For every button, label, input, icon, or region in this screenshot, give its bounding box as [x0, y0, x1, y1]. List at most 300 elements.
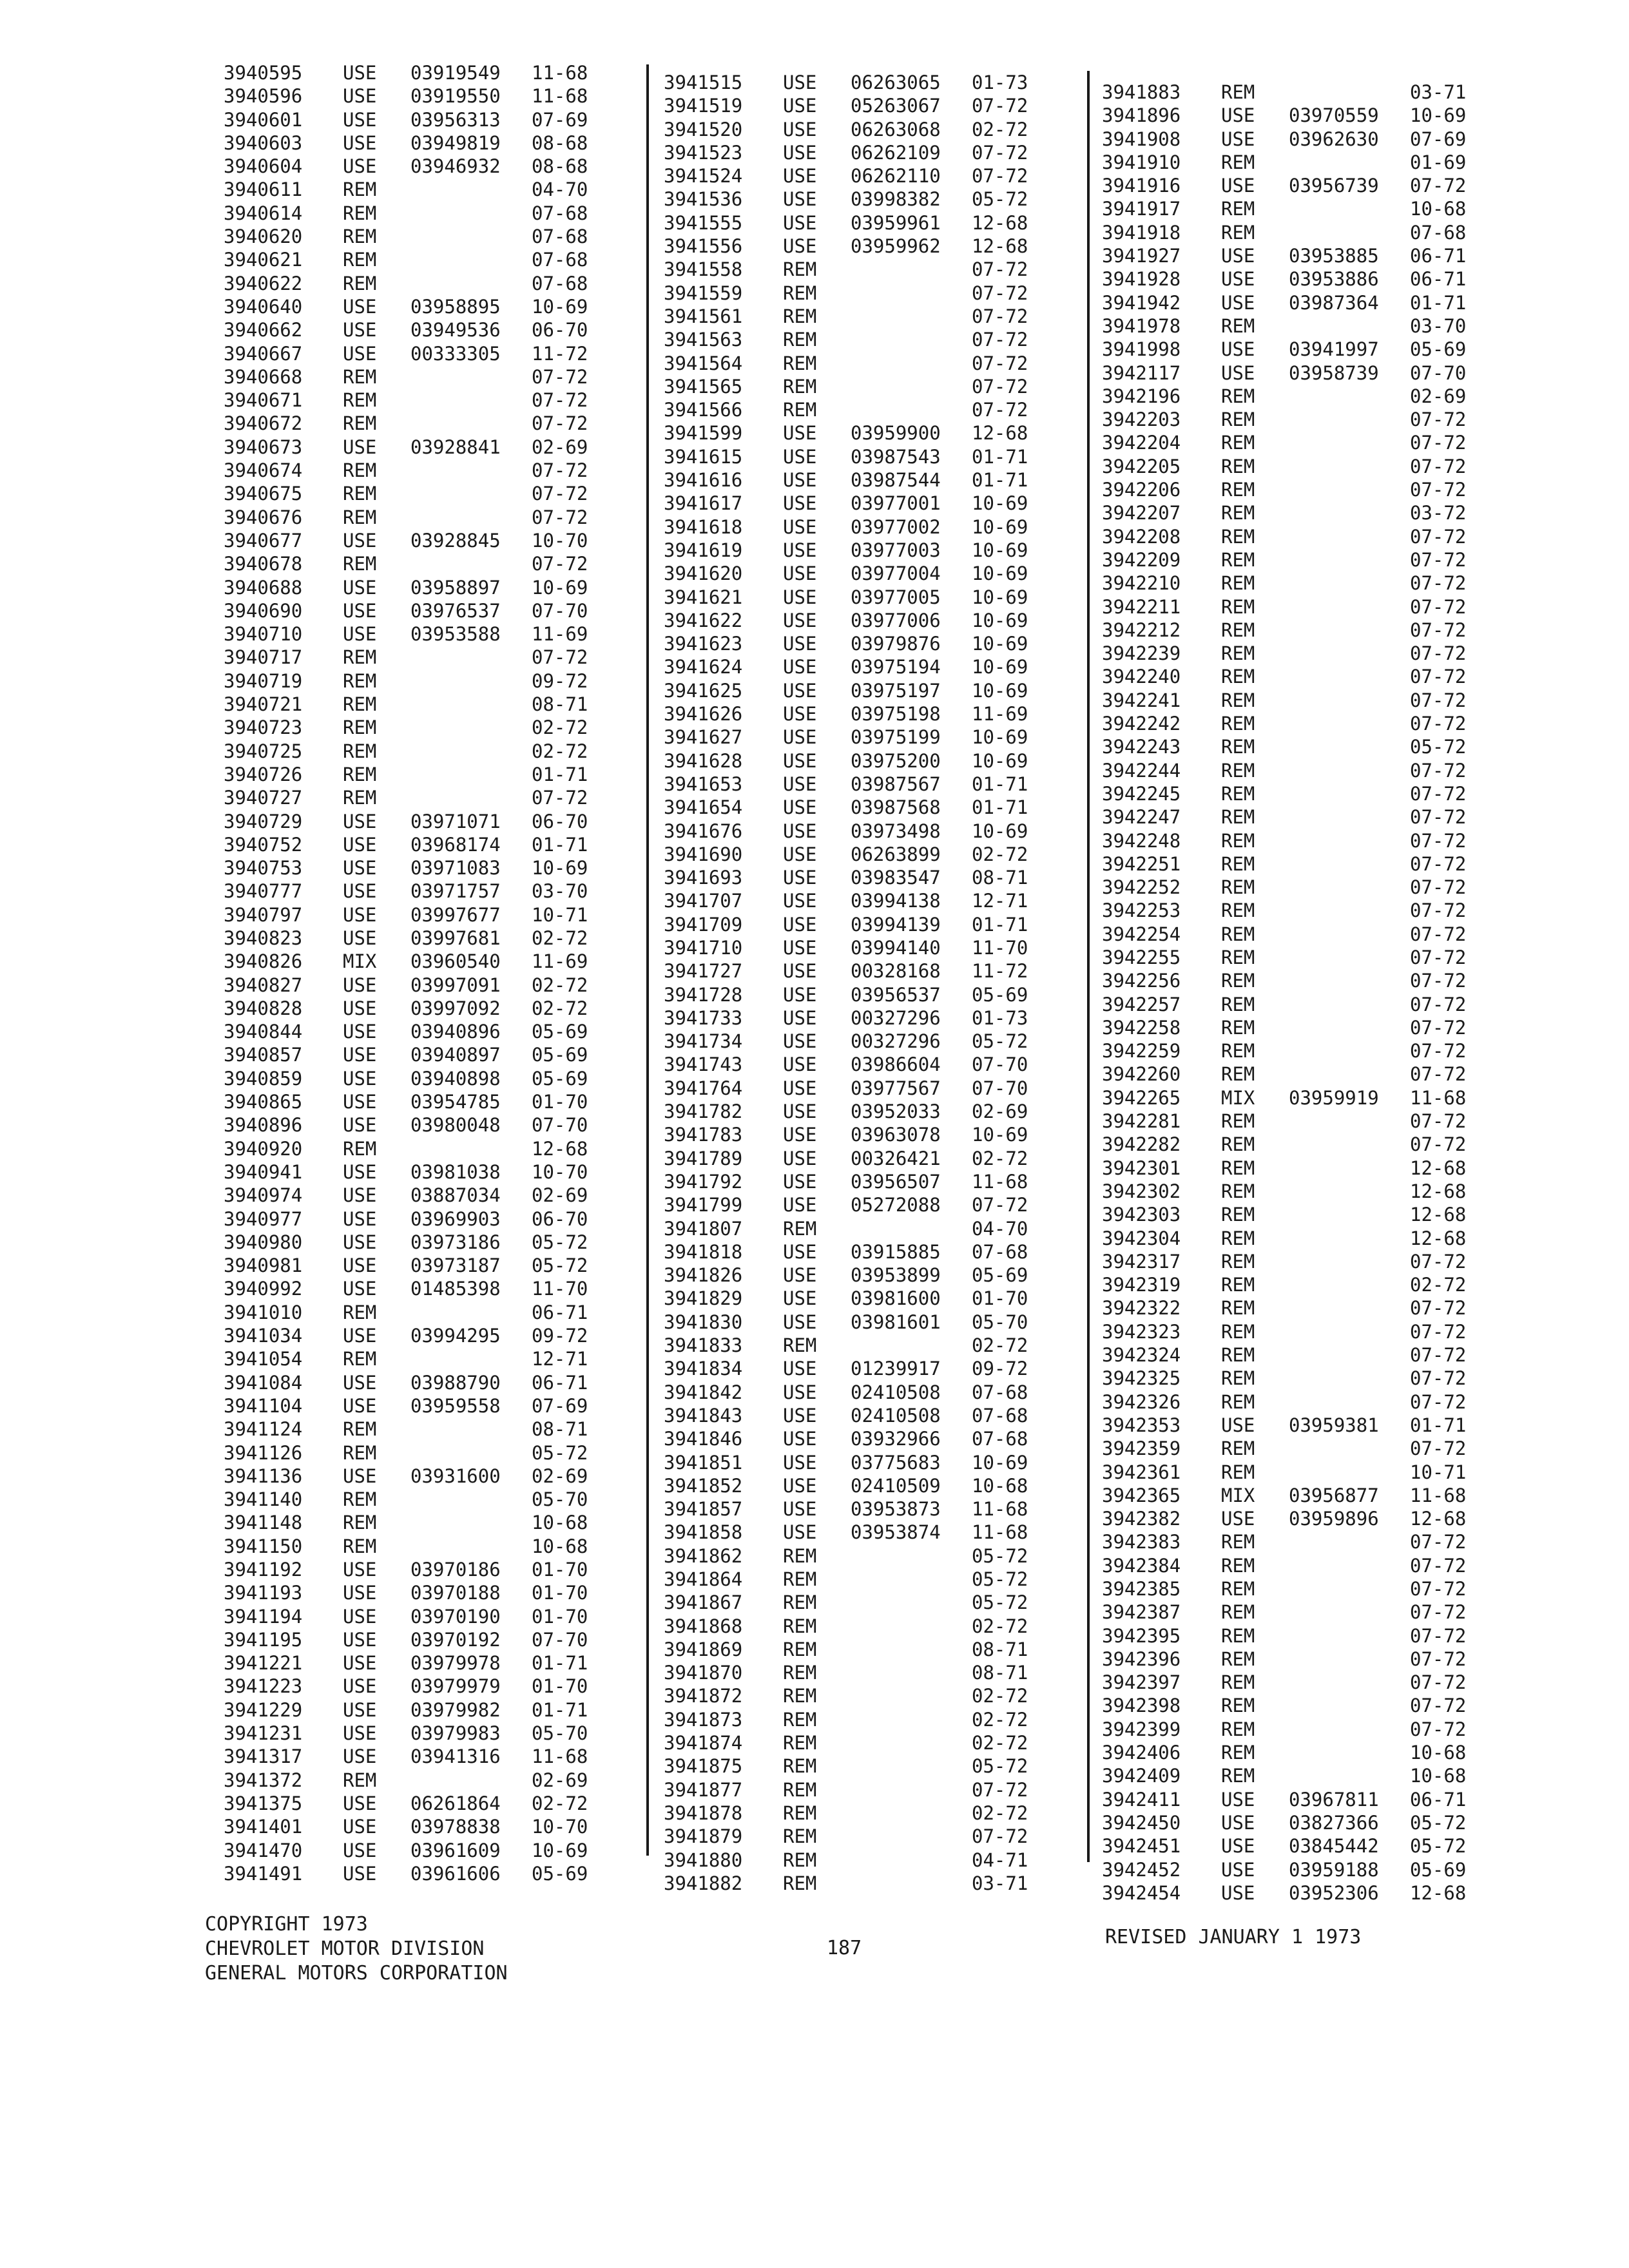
part-number: 3941654	[664, 796, 743, 819]
table-row	[664, 1872, 1076, 1895]
table-row	[1102, 1039, 1514, 1062]
replacement-part: 03975199	[851, 726, 941, 749]
part-number: 3942256	[1102, 970, 1181, 992]
part-number: 3942282	[1102, 1133, 1181, 1156]
revision-date: 05-72	[532, 1231, 588, 1253]
replacement-part: 03970186	[410, 1559, 501, 1581]
table-row	[224, 529, 636, 552]
action-code: REM	[1221, 1367, 1255, 1390]
revision-date: 11-69	[532, 623, 588, 646]
action-code: REM	[343, 1137, 377, 1160]
table-row	[664, 1451, 1076, 1474]
table-row	[224, 1628, 636, 1651]
revision-date: 02-72	[972, 1802, 1028, 1824]
action-code: USE	[1221, 361, 1255, 384]
table-row	[664, 866, 1076, 889]
part-number: 3941707	[664, 890, 743, 912]
replacement-part: 03959919	[1289, 1086, 1379, 1109]
action-code: USE	[783, 445, 817, 468]
revision-date: 06-70	[532, 319, 588, 341]
table-row	[224, 248, 636, 271]
part-number: 3940621	[224, 249, 303, 271]
revision-date: 02-69	[532, 1184, 588, 1207]
table-row	[664, 1731, 1076, 1754]
revision-date: 08-71	[972, 1662, 1028, 1684]
table-row	[664, 1193, 1076, 1216]
revision-date: 03-72	[1410, 502, 1467, 524]
table-row	[1102, 478, 1514, 501]
revision-date: 05-70	[972, 1311, 1028, 1333]
division-line: CHEVROLET MOTOR DIVISION	[205, 1937, 485, 1960]
part-number: 3941623	[664, 633, 743, 655]
replacement-part: 03987544	[851, 469, 941, 492]
part-number: 3942240	[1102, 666, 1181, 688]
part-number: 3941709	[664, 913, 743, 936]
action-code: REM	[343, 669, 377, 692]
revision-date: 11-68	[972, 1170, 1028, 1193]
table-row	[1102, 1203, 1514, 1226]
action-code: USE	[343, 319, 377, 341]
part-number: 3941136	[224, 1465, 303, 1487]
revision-date: 07-72	[1410, 408, 1467, 431]
action-code: REM	[1221, 1601, 1255, 1624]
corporation-line: GENERAL MOTORS CORPORATION	[205, 1962, 508, 1984]
table-row	[1102, 1062, 1514, 1086]
action-code: REM	[1221, 829, 1255, 852]
replacement-part: 03953886	[1289, 268, 1379, 291]
table-row	[224, 1792, 636, 1815]
action-code: REM	[783, 1778, 817, 1801]
revision-date: 10-69	[1410, 104, 1467, 127]
action-code: REM	[783, 1615, 817, 1637]
part-number: 3941619	[664, 539, 743, 561]
part-number: 3941520	[664, 118, 743, 140]
action-code: REM	[343, 483, 377, 505]
part-number: 3942365	[1102, 1484, 1181, 1506]
revision-date: 02-69	[532, 1769, 588, 1791]
table-row	[1102, 899, 1514, 922]
table-row	[224, 646, 636, 669]
table-row	[664, 539, 1076, 562]
action-code: REM	[783, 1662, 817, 1684]
revision-date: 01-73	[972, 72, 1028, 93]
revision-date: 07-72	[1410, 852, 1467, 875]
action-code: USE	[783, 773, 817, 795]
replacement-part: 03928845	[410, 529, 501, 552]
revision-date: 10-68	[532, 1512, 588, 1534]
revision-date: 07-72	[532, 365, 588, 388]
action-code: USE	[343, 1160, 377, 1183]
table-row	[664, 1006, 1076, 1030]
replacement-part: 03915885	[851, 1240, 941, 1263]
table-row	[224, 1862, 636, 1885]
replacement-part: 03973498	[851, 820, 941, 842]
action-code: REM	[1221, 81, 1255, 103]
action-code: USE	[343, 1254, 377, 1277]
table-row	[664, 468, 1076, 492]
part-number: 3941870	[664, 1662, 743, 1684]
revision-date: 05-72	[532, 1254, 588, 1277]
table-row	[224, 1137, 636, 1160]
revision-date: 12-68	[972, 422, 1028, 445]
revision-date: 07-72	[1410, 175, 1467, 197]
revision-date: 07-72	[972, 95, 1028, 117]
action-code: USE	[1221, 1881, 1255, 1904]
table-row	[224, 552, 636, 575]
part-number: 3942281	[1102, 1110, 1181, 1133]
replacement-part: 03845442	[1289, 1835, 1379, 1858]
revision-date: 01-71	[532, 1652, 588, 1675]
part-number: 3942239	[1102, 642, 1181, 665]
revision-date: 12-68	[1410, 1227, 1467, 1249]
revision-date: 11-68	[972, 1521, 1028, 1544]
revision-date: 02-72	[972, 118, 1028, 140]
part-number: 3941599	[664, 422, 743, 445]
replacement-part: 03987568	[851, 796, 941, 819]
revision-date: 07-68	[1410, 221, 1467, 244]
table-row	[224, 1301, 636, 1324]
revision-date: 05-72	[972, 1544, 1028, 1567]
revision-date: 10-71	[1410, 1461, 1467, 1483]
action-code: USE	[343, 1394, 377, 1417]
replacement-part: 03998382	[851, 188, 941, 211]
part-number: 3941010	[224, 1301, 303, 1323]
revision-date: 05-72	[972, 188, 1028, 211]
part-number: 3941872	[664, 1685, 743, 1707]
part-number: 3942387	[1102, 1601, 1181, 1624]
action-code: REM	[343, 1769, 377, 1791]
revision-date: 12-71	[532, 1348, 588, 1370]
table-row	[664, 118, 1076, 141]
table-row	[224, 1605, 636, 1628]
part-number: 3941864	[664, 1568, 743, 1590]
table-row	[224, 1113, 636, 1137]
action-code: REM	[343, 202, 377, 224]
revision-date: 07-72	[1410, 1344, 1467, 1367]
revision-date: 07-72	[1410, 713, 1467, 735]
table-row	[224, 576, 636, 599]
revision-date: 08-71	[532, 1418, 588, 1441]
action-code: USE	[783, 1474, 817, 1497]
part-number: 3940865	[224, 1091, 303, 1113]
table-row	[664, 352, 1076, 375]
revision-date: 07-72	[532, 412, 588, 435]
replacement-part: 06261864	[410, 1792, 501, 1814]
replacement-part: 03979978	[410, 1652, 501, 1675]
table-row	[664, 889, 1076, 912]
action-code: REM	[783, 1732, 817, 1754]
part-number: 3941523	[664, 141, 743, 164]
part-number: 3942303	[1102, 1204, 1181, 1226]
action-code: REM	[783, 1755, 817, 1778]
revision-date: 07-68	[972, 1428, 1028, 1450]
table-row	[224, 950, 636, 973]
revision-date: 10-68	[532, 1535, 588, 1557]
replacement-part: 03970559	[1289, 104, 1379, 127]
action-code: REM	[1221, 1578, 1255, 1600]
part-number: 3942304	[1102, 1227, 1181, 1249]
revision-date: 12-68	[1410, 1204, 1467, 1226]
revision-date: 05-69	[532, 1021, 588, 1043]
part-number: 3941625	[664, 679, 743, 702]
action-code: USE	[1221, 268, 1255, 291]
action-code: USE	[343, 1278, 377, 1300]
revision-date: 07-72	[1410, 993, 1467, 1015]
replacement-part: 03970188	[410, 1582, 501, 1604]
action-code: USE	[783, 1006, 817, 1029]
part-number: 3942212	[1102, 619, 1181, 641]
part-number: 3942384	[1102, 1554, 1181, 1577]
part-number: 3941616	[664, 469, 743, 492]
action-code: USE	[783, 492, 817, 515]
part-number: 3941851	[664, 1451, 743, 1474]
part-number: 3941830	[664, 1311, 743, 1333]
part-number: 3942245	[1102, 782, 1181, 805]
table-row	[1102, 174, 1514, 197]
table-row	[224, 1651, 636, 1675]
replacement-part: 06263899	[851, 843, 941, 865]
revision-date: 01-69	[1410, 151, 1467, 173]
table-row	[664, 1825, 1076, 1848]
revision-date: 07-72	[1410, 455, 1467, 477]
replacement-part: 02410508	[851, 1404, 941, 1427]
action-code: USE	[343, 974, 377, 996]
replacement-part: 00328168	[851, 960, 941, 983]
table-row	[224, 61, 636, 84]
table-row	[1102, 525, 1514, 548]
table-row	[1102, 548, 1514, 572]
revision-date: 07-70	[1410, 361, 1467, 384]
part-number: 3941401	[224, 1816, 303, 1838]
replacement-part: 03953874	[851, 1521, 941, 1544]
table-row	[1102, 689, 1514, 712]
revision-date: 07-72	[1410, 1063, 1467, 1086]
action-code: REM	[1221, 1133, 1255, 1156]
table-row	[1102, 1648, 1514, 1671]
revision-date: 10-69	[972, 586, 1028, 608]
part-number: 3941916	[1102, 175, 1181, 197]
action-code: USE	[783, 188, 817, 211]
part-number: 3942383	[1102, 1531, 1181, 1553]
replacement-part: 03949536	[410, 319, 501, 341]
table-row	[1102, 431, 1514, 454]
replacement-part: 03971071	[410, 810, 501, 832]
action-code: USE	[783, 1264, 817, 1287]
revision-date: 07-72	[1410, 1671, 1467, 1694]
part-number: 3941927	[1102, 245, 1181, 267]
part-number: 3940690	[224, 599, 303, 622]
revision-date: 02-72	[532, 1792, 588, 1814]
part-number: 3942253	[1102, 899, 1181, 922]
table-row	[664, 1147, 1076, 1170]
part-number: 3941317	[224, 1745, 303, 1768]
action-code: REM	[1221, 479, 1255, 501]
part-number: 3941883	[1102, 81, 1181, 103]
part-number: 3941882	[664, 1872, 743, 1894]
table-row	[1102, 104, 1514, 127]
revision-date: 02-69	[972, 1100, 1028, 1123]
revision-date: 10-69	[972, 539, 1028, 561]
part-number: 3942395	[1102, 1624, 1181, 1647]
copyright-block	[205, 1912, 508, 1986]
action-code: REM	[1221, 946, 1255, 968]
action-code: REM	[1221, 1063, 1255, 1086]
table-row	[664, 1170, 1076, 1193]
revision-date: 07-72	[1410, 1367, 1467, 1390]
table-row	[1102, 1157, 1514, 1180]
revision-date: 07-72	[1410, 1624, 1467, 1647]
action-code: REM	[1221, 689, 1255, 711]
action-code: USE	[783, 867, 817, 889]
action-code: USE	[343, 997, 377, 1019]
revision-date: 07-72	[1410, 759, 1467, 782]
part-number: 3942205	[1102, 455, 1181, 477]
table-row	[1102, 1133, 1514, 1156]
action-code: USE	[783, 1100, 817, 1123]
action-code: USE	[783, 539, 817, 561]
replacement-part: 03932966	[851, 1428, 941, 1450]
replacement-part: 03994140	[851, 936, 941, 959]
revision-date: 01-71	[1410, 291, 1467, 314]
table-row	[664, 258, 1076, 281]
revision-date: 11-68	[532, 1745, 588, 1768]
table-row	[664, 211, 1076, 235]
part-number: 3942204	[1102, 432, 1181, 454]
part-number: 3940981	[224, 1254, 303, 1277]
revision-date: 02-72	[972, 1708, 1028, 1731]
part-number: 3942196	[1102, 385, 1181, 407]
replacement-part: 03973186	[410, 1231, 501, 1253]
table-row	[664, 1778, 1076, 1802]
part-number: 3940941	[224, 1160, 303, 1183]
table-row	[1102, 1530, 1514, 1553]
revision-date: 12-68	[1410, 1881, 1467, 1904]
revision-date: 12-68	[972, 211, 1028, 234]
table-row	[224, 342, 636, 365]
revision-date: 02-72	[532, 927, 588, 949]
replacement-part: 03928841	[410, 436, 501, 458]
part-number: 3941846	[664, 1428, 743, 1450]
revision-date: 12-68	[1410, 1157, 1467, 1179]
part-number: 3941792	[664, 1170, 743, 1193]
part-number: 3941470	[224, 1839, 303, 1861]
part-number: 3941565	[664, 375, 743, 398]
revision-date: 07-72	[972, 1778, 1028, 1801]
action-code: USE	[343, 1839, 377, 1861]
action-code: USE	[343, 1745, 377, 1768]
action-code: USE	[783, 679, 817, 702]
revision-date: 12-68	[1410, 1508, 1467, 1530]
part-number: 3940857	[224, 1044, 303, 1066]
action-code: USE	[343, 1582, 377, 1604]
action-code: REM	[783, 258, 817, 281]
table-row	[224, 178, 636, 201]
revision-date: 07-72	[1410, 689, 1467, 711]
replacement-part: 03971083	[410, 857, 501, 879]
table-row	[664, 913, 1076, 936]
revision-date: 03-70	[532, 880, 588, 903]
revision-date: 07-72	[1410, 970, 1467, 992]
part-number: 3941626	[664, 703, 743, 726]
action-code: USE	[343, 85, 377, 108]
revision-date: 05-69	[532, 1862, 588, 1885]
part-number: 3942252	[1102, 876, 1181, 899]
table-row	[1102, 1390, 1514, 1414]
table-row	[224, 108, 636, 131]
action-code: REM	[1221, 970, 1255, 992]
replacement-part: 03997677	[410, 903, 501, 926]
revision-date: 11-68	[1410, 1086, 1467, 1109]
part-number: 3941942	[1102, 291, 1181, 314]
revision-date: 01-71	[972, 796, 1028, 819]
revision-date: 05-69	[1410, 1858, 1467, 1881]
part-number: 3940726	[224, 763, 303, 785]
replacement-part: 02410509	[851, 1474, 941, 1497]
part-number: 3941693	[664, 867, 743, 889]
part-number: 3942326	[1102, 1390, 1181, 1413]
action-code: USE	[783, 1358, 817, 1380]
table-row	[664, 375, 1076, 398]
table-row	[1102, 1788, 1514, 1811]
revision-date: 07-72	[1410, 1040, 1467, 1062]
replacement-part: 03949819	[410, 131, 501, 154]
action-code: USE	[343, 833, 377, 856]
table-row	[1102, 1694, 1514, 1717]
part-number: 3940727	[224, 787, 303, 809]
revision-date: 05-69	[972, 1264, 1028, 1287]
table-row	[224, 997, 636, 1020]
action-code: USE	[1221, 1835, 1255, 1858]
revision-date: 02-72	[972, 1334, 1028, 1357]
table-row	[224, 1020, 636, 1043]
revision-date: 07-72	[1410, 1554, 1467, 1577]
action-code: USE	[783, 820, 817, 842]
action-code: USE	[783, 703, 817, 726]
table-row	[664, 1591, 1076, 1614]
replacement-part: 03941997	[1289, 338, 1379, 361]
action-code: REM	[1221, 1157, 1255, 1179]
revision-date: 02-72	[972, 1147, 1028, 1169]
revision-date: 07-72	[1410, 806, 1467, 829]
action-code: REM	[1221, 1390, 1255, 1413]
revision-date: 07-72	[1410, 829, 1467, 852]
revision-date: 01-71	[532, 763, 588, 785]
revision-date: 07-72	[1410, 923, 1467, 945]
replacement-part: 03973187	[410, 1254, 501, 1277]
action-code: REM	[343, 178, 377, 201]
table-row	[224, 763, 636, 786]
action-code: USE	[783, 586, 817, 608]
part-number: 3942409	[1102, 1765, 1181, 1787]
revision-date: 05-70	[532, 1722, 588, 1745]
replacement-part: 03977567	[851, 1077, 941, 1099]
part-number: 3942361	[1102, 1461, 1181, 1483]
action-code: USE	[343, 1792, 377, 1814]
action-code: MIX	[1221, 1484, 1255, 1506]
action-code: REM	[343, 646, 377, 669]
part-number: 3940980	[224, 1231, 303, 1253]
table-row	[664, 702, 1076, 726]
revision-date: 05-72	[1410, 1811, 1467, 1834]
replacement-part: 01485398	[410, 1278, 501, 1300]
action-code: USE	[1221, 291, 1255, 314]
part-number: 3941223	[224, 1675, 303, 1698]
replacement-part: 03959558	[410, 1394, 501, 1417]
table-row	[664, 94, 1076, 117]
part-number: 3941998	[1102, 338, 1181, 361]
action-code: USE	[783, 1404, 817, 1427]
part-number: 3941877	[664, 1778, 743, 1801]
